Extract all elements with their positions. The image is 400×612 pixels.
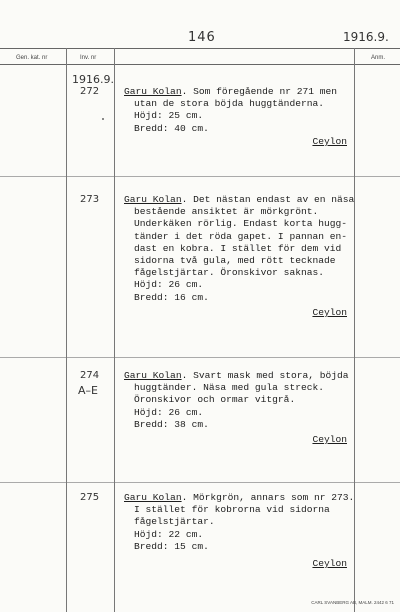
catalog-entry: [124, 370, 349, 446]
entry-line: sidorna två gula, med rött tecknade: [134, 255, 336, 267]
entry-line: I stället för kobrorna vid sidorna: [134, 504, 330, 516]
printer-mark: CARL SVANBERG AB, MALM. 2442 6 71: [311, 600, 394, 605]
header-year: 1916.9.: [343, 30, 389, 44]
header-bottom-rule: [0, 64, 400, 65]
entry-line: . Det nästan endast av en näsa: [181, 194, 355, 205]
column-rule: [114, 48, 115, 612]
entry-origin: Ceylon: [312, 306, 347, 318]
handwritten-note: A–E: [78, 384, 98, 397]
entry-line: Höjd: 26 cm.: [134, 279, 204, 291]
entry-line: fågelstjärtar.: [134, 516, 215, 528]
catalog-entry: [124, 86, 349, 148]
column-header-inv-nr: Inv. nr: [80, 55, 97, 61]
entry-line: tänder i det röda gapet. I pannan en-: [134, 230, 348, 242]
entry-line: Bredd: 16 cm.: [134, 291, 209, 303]
catalog-entry: [124, 194, 355, 319]
row-divider: [0, 482, 400, 483]
entry-line: Bredd: 15 cm.: [134, 540, 209, 552]
column-header-anm: Anm.: [371, 55, 386, 61]
entry-line: . Som föregående nr 271 men: [181, 86, 338, 97]
entry-line: . Svart mask med stora, böjda: [181, 370, 349, 381]
entry-line: Höjd: 26 cm.: [134, 406, 204, 418]
column-rule: [354, 48, 355, 612]
page-number: 146: [188, 30, 216, 45]
entry-title: Garu Kolan: [124, 194, 182, 205]
inventory-number: 274: [80, 370, 100, 381]
catalog-entry: [124, 492, 355, 570]
ink-mark: [102, 118, 104, 120]
inventory-number: 272: [80, 86, 100, 97]
entry-line: bestående ansiktet är mörkgrönt.: [134, 206, 319, 218]
year-tag: 1916.9.: [72, 73, 114, 86]
column-rule: [66, 48, 67, 612]
entry-line: Höjd: 22 cm.: [134, 528, 204, 540]
row-divider: [0, 357, 400, 358]
entry-line: Höjd: 25 cm.: [134, 110, 204, 122]
inventory-number: 275: [80, 492, 100, 503]
entry-line: Underkäken rörlig. Endast korta hugg-: [134, 218, 348, 230]
entry-line: huggtänder. Näsa med gula streck.: [134, 382, 324, 394]
inventory-number: 273: [80, 194, 100, 205]
entry-line: . Mörkgrön, annars som nr 273.: [181, 492, 355, 503]
entry-title: Garu Kolan: [124, 86, 182, 97]
entry-title: Garu Kolan: [124, 492, 182, 503]
entry-title: Garu Kolan: [124, 370, 182, 381]
header-top-rule: [0, 48, 400, 49]
entry-line: Bredd: 38 cm.: [134, 418, 209, 430]
row-divider: [0, 176, 400, 177]
entry-origin: Ceylon: [312, 434, 347, 446]
entry-line: Bredd: 40 cm.: [134, 122, 209, 134]
entry-origin: Ceylon: [312, 135, 347, 147]
entry-line: utan de stora böjda huggtänderna.: [134, 98, 324, 110]
entry-line: Öronskivor och ormar vitgrå.: [134, 394, 296, 406]
column-header-gen-kat-nr: Gen. kat. nr: [16, 55, 48, 61]
entry-line: fågelstjärtar. Öronskivor saknas.: [134, 267, 324, 279]
entry-origin: Ceylon: [312, 558, 347, 570]
entry-line: dast en kobra. I stället för dem vid: [134, 242, 342, 254]
